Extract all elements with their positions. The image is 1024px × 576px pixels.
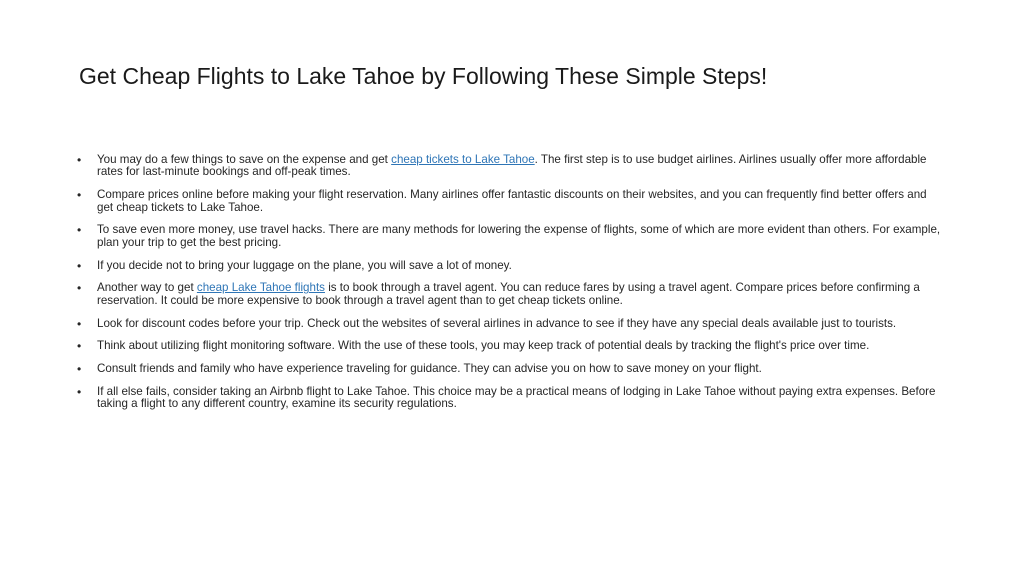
item-text: is to book through a travel agent. You can reduce fares by using a travel agent. Compare prices before confirming a reservation. It could be more expensive to book through a travel agent than to get cheap tickets online.: [97, 281, 920, 307]
list-item: [77, 340, 945, 352]
item-text: If all else fails, consider taking an Airbnb flight to Lake Tahoe. This choice may be a practical means of lodging in Lake Tahoe without paying extra expenses. Before taking a flight to any different country, examine its security regulations.: [97, 385, 936, 411]
item-text: You may do a few things to save on the expense and get: [97, 153, 392, 166]
list-item: [77, 154, 945, 179]
list-item: [77, 189, 945, 214]
item-text: Consult friends and family who have experience traveling for guidance. They can advise you on how to save money on your flight.: [97, 362, 762, 376]
bullet-icon: •: [77, 339, 82, 354]
page-title: Get Cheap Flights to Lake Tahoe by Following These Simple Steps!: [79, 63, 768, 89]
bullet-icon: •: [77, 258, 82, 273]
bullet-icon: •: [77, 385, 82, 399]
item-text: To save even more money, use travel hacks. There are many methods for lowering the expense of flights, some of which are more evident than others. For example, plan your trip to get the best pricing.: [97, 223, 941, 249]
item-text: Look for discount codes before your trip. Check out the websites of several airlines in advance to see if they have any special deals available just to tourists.: [97, 316, 897, 330]
list-item: [77, 282, 945, 307]
item-text: Another way to get: [97, 281, 197, 295]
bullet-list: [77, 154, 945, 421]
list-item: [77, 318, 945, 330]
item-text: Compare prices online before making your flight reservation. Many airlines offer fantastic discounts on their websites, and you can frequently find better offers and get cheap tickets to Lake Tahoe.: [97, 188, 927, 214]
bullet-icon: •: [77, 188, 82, 203]
list-item: [77, 386, 945, 411]
item-text: Think about utilizing flight monitoring software. With the use of these tools, you may keep track of potential deals by tracking the flight's price over time.: [97, 339, 870, 353]
bullet-icon: •: [77, 223, 82, 238]
cheap-flights-link[interactable]: cheap Lake Tahoe flights: [196, 281, 325, 295]
cheap-tickets-link[interactable]: cheap tickets to Lake Tahoe: [391, 153, 535, 166]
list-item: [77, 363, 945, 375]
item-text: If you decide not to bring your luggage on the plane, you will save a lot of money.: [97, 258, 512, 272]
bullet-icon: •: [77, 153, 82, 167]
bullet-icon: •: [77, 362, 82, 377]
bullet-icon: •: [77, 316, 82, 331]
list-item: [77, 224, 945, 249]
bullet-icon: •: [77, 281, 82, 296]
item-text: . The first step is to use budget airlines. Airlines usually offer more affordable rates for last-minute bookings and off-peak times.: [97, 153, 927, 179]
list-item: [77, 260, 945, 272]
